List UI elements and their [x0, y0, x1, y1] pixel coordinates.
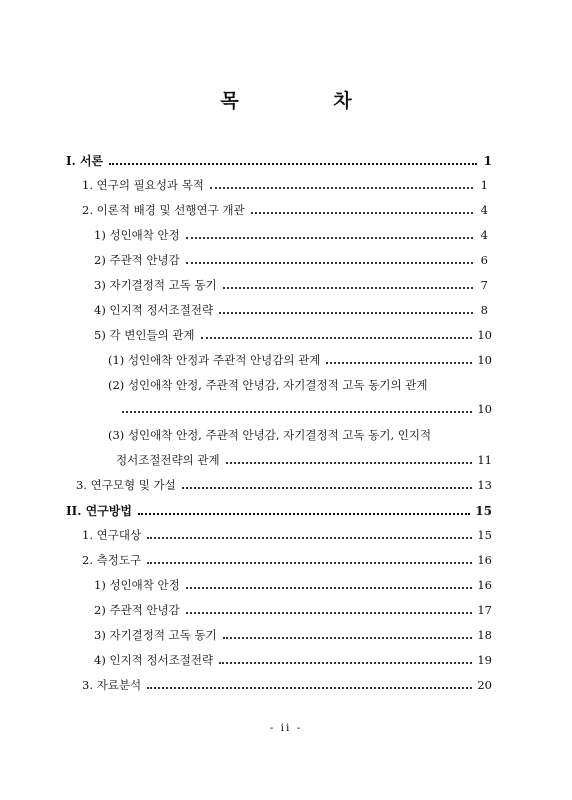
toc-item[interactable]: [94, 577, 492, 601]
toc-page: 10: [477, 402, 492, 416]
toc-item-continuation[interactable]: [116, 452, 492, 476]
toc-item[interactable]: [82, 527, 492, 551]
toc-label: (1) 성인애착 안정과 주관적 안녕감의 관계: [108, 353, 321, 367]
toc-label: 2. 측정도구: [82, 553, 142, 567]
toc-page: 15: [475, 504, 492, 518]
toc-item[interactable]: [108, 352, 492, 376]
toc-page: 4: [480, 228, 488, 242]
toc-page: 1: [483, 154, 492, 168]
toc-page: 17: [477, 603, 492, 617]
toc-page: 20: [477, 678, 492, 692]
toc-item[interactable]: [94, 277, 488, 301]
dot-leader: [226, 462, 473, 464]
dot-leader: [147, 537, 472, 539]
dot-leader: [251, 212, 473, 214]
toc-label: 1) 성인애착 안정: [94, 578, 180, 592]
toc-label: 4) 인지적 정서조절전략: [94, 653, 214, 667]
toc-page: 16: [477, 553, 492, 567]
toc-label: II. 연구방법: [66, 504, 132, 518]
toc-label: 1. 연구의 필요성과 목적: [82, 178, 204, 192]
toc-label: 2. 이론적 배경 및 선행연구 개관: [82, 203, 245, 217]
toc-item[interactable]: [108, 427, 492, 451]
toc-item[interactable]: [76, 477, 492, 501]
toc-item[interactable]: [94, 252, 488, 276]
toc-label: 4) 인지적 정서조절전략: [94, 303, 214, 317]
dot-leader: [147, 687, 472, 689]
toc-label: 2) 주관적 안녕감: [94, 603, 180, 617]
toc-page: 16: [477, 578, 492, 592]
dot-leader: [186, 237, 473, 239]
toc-item[interactable]: [94, 227, 488, 251]
toc-label: (2) 성인애착 안정, 주관적 안녕감, 자기결정적 고독 동기의 관계: [108, 378, 428, 392]
toc-item[interactable]: [82, 677, 492, 701]
page-title: 목 차: [220, 90, 396, 112]
toc-item[interactable]: [94, 327, 492, 351]
toc-item[interactable]: [82, 552, 492, 576]
toc-page: 18: [477, 628, 492, 642]
toc-label: 3) 자기결정적 고독 동기: [94, 278, 217, 292]
toc-chapter-intro[interactable]: [66, 152, 492, 176]
dot-leader: [223, 637, 473, 639]
toc-item[interactable]: [94, 602, 492, 626]
dot-leader: [147, 562, 472, 564]
toc-label: 3. 자료분석: [82, 678, 142, 692]
toc-page: 1: [480, 178, 488, 192]
page-number-footer: - ii -: [269, 722, 303, 734]
dot-leader: [210, 187, 473, 189]
toc-page: 13: [477, 478, 492, 492]
dot-leader: [219, 312, 473, 314]
toc-item[interactable]: [94, 652, 492, 676]
toc-page: 7: [480, 278, 488, 292]
toc-page: 11: [477, 453, 492, 467]
toc-page: 6: [480, 253, 488, 267]
dot-leader: [122, 411, 472, 413]
dot-leader: [219, 662, 472, 664]
dot-leader: [201, 337, 473, 339]
toc-item[interactable]: [82, 202, 488, 226]
toc-label: 1) 성인애착 안정: [94, 228, 180, 242]
toc-item[interactable]: [82, 177, 488, 201]
toc-item[interactable]: [94, 627, 492, 651]
toc-label: (3) 성인애착 안정, 주관적 안녕감, 자기결정적 고독 동기, 인지적: [108, 428, 432, 442]
dot-leader: [223, 287, 473, 289]
toc-item[interactable]: [108, 377, 492, 401]
toc-item-continuation[interactable]: [116, 402, 492, 426]
dot-leader: [186, 262, 473, 264]
dot-leader: [182, 487, 473, 489]
toc-label: 5) 각 변인들의 관계: [94, 328, 195, 342]
toc-label: 3. 연구모형 및 가설: [76, 478, 176, 492]
dot-leader: [326, 362, 472, 364]
toc-page: 4: [480, 203, 488, 217]
toc-label: 1. 연구대상: [82, 528, 142, 542]
dot-leader: [109, 163, 477, 165]
toc-label: 정서조절전략의 관계: [116, 453, 220, 467]
toc-chapter-method[interactable]: [66, 502, 492, 526]
dot-leader: [186, 587, 473, 589]
toc-page: 19: [477, 653, 492, 667]
toc-label: I. 서론: [66, 154, 104, 168]
toc-page: 15: [477, 528, 492, 542]
dot-leader: [186, 612, 473, 614]
toc-item[interactable]: [94, 302, 488, 326]
toc-label: 2) 주관적 안녕감: [94, 253, 180, 267]
toc-page: 10: [477, 328, 492, 342]
toc-page: 8: [480, 303, 488, 317]
toc-label: 3) 자기결정적 고독 동기: [94, 628, 217, 642]
dot-leader: [138, 513, 470, 515]
toc-page: 10: [477, 353, 492, 367]
